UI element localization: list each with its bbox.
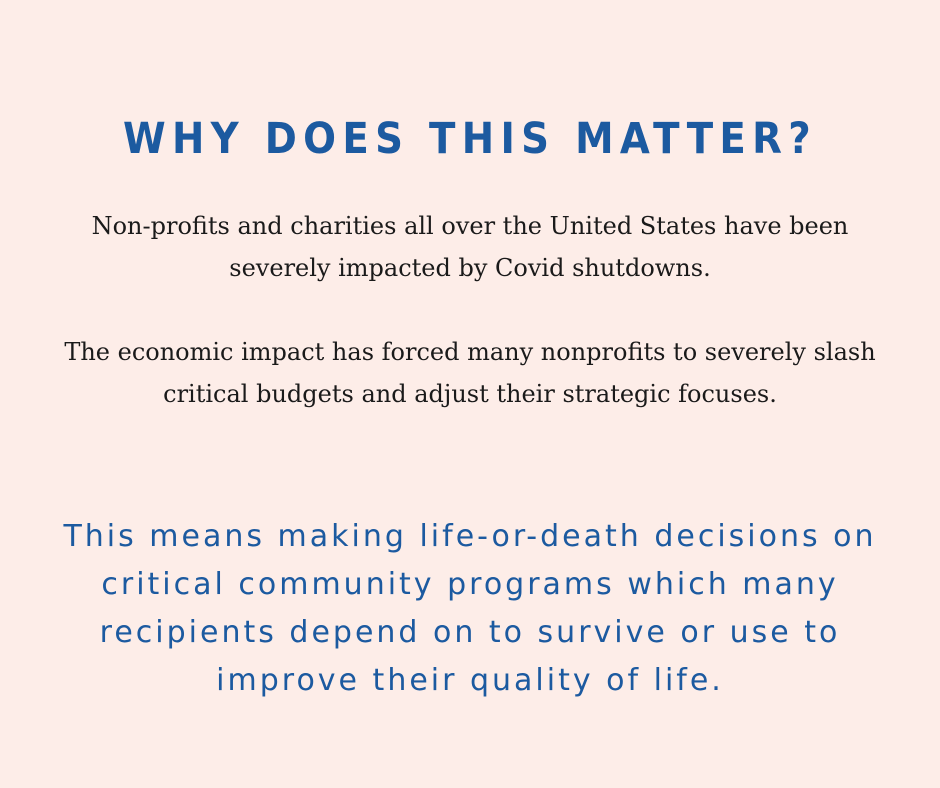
impact-paragraph: The economic impact has forced many nonprofits to severely slash critical budgets and adjust their strategic focuses. — [64, 338, 876, 408]
page-title: WHY DOES THIS MATTER? — [122, 113, 818, 164]
emphasis-statement: This means making life-or-death decisions on critical community programs which many recipients depend on to survive or use to improve their quality of life. — [63, 519, 877, 698]
intro-paragraph: Non-profits and charities all over the United States have been severely impacted by Covid shutdowns. — [91, 212, 849, 282]
